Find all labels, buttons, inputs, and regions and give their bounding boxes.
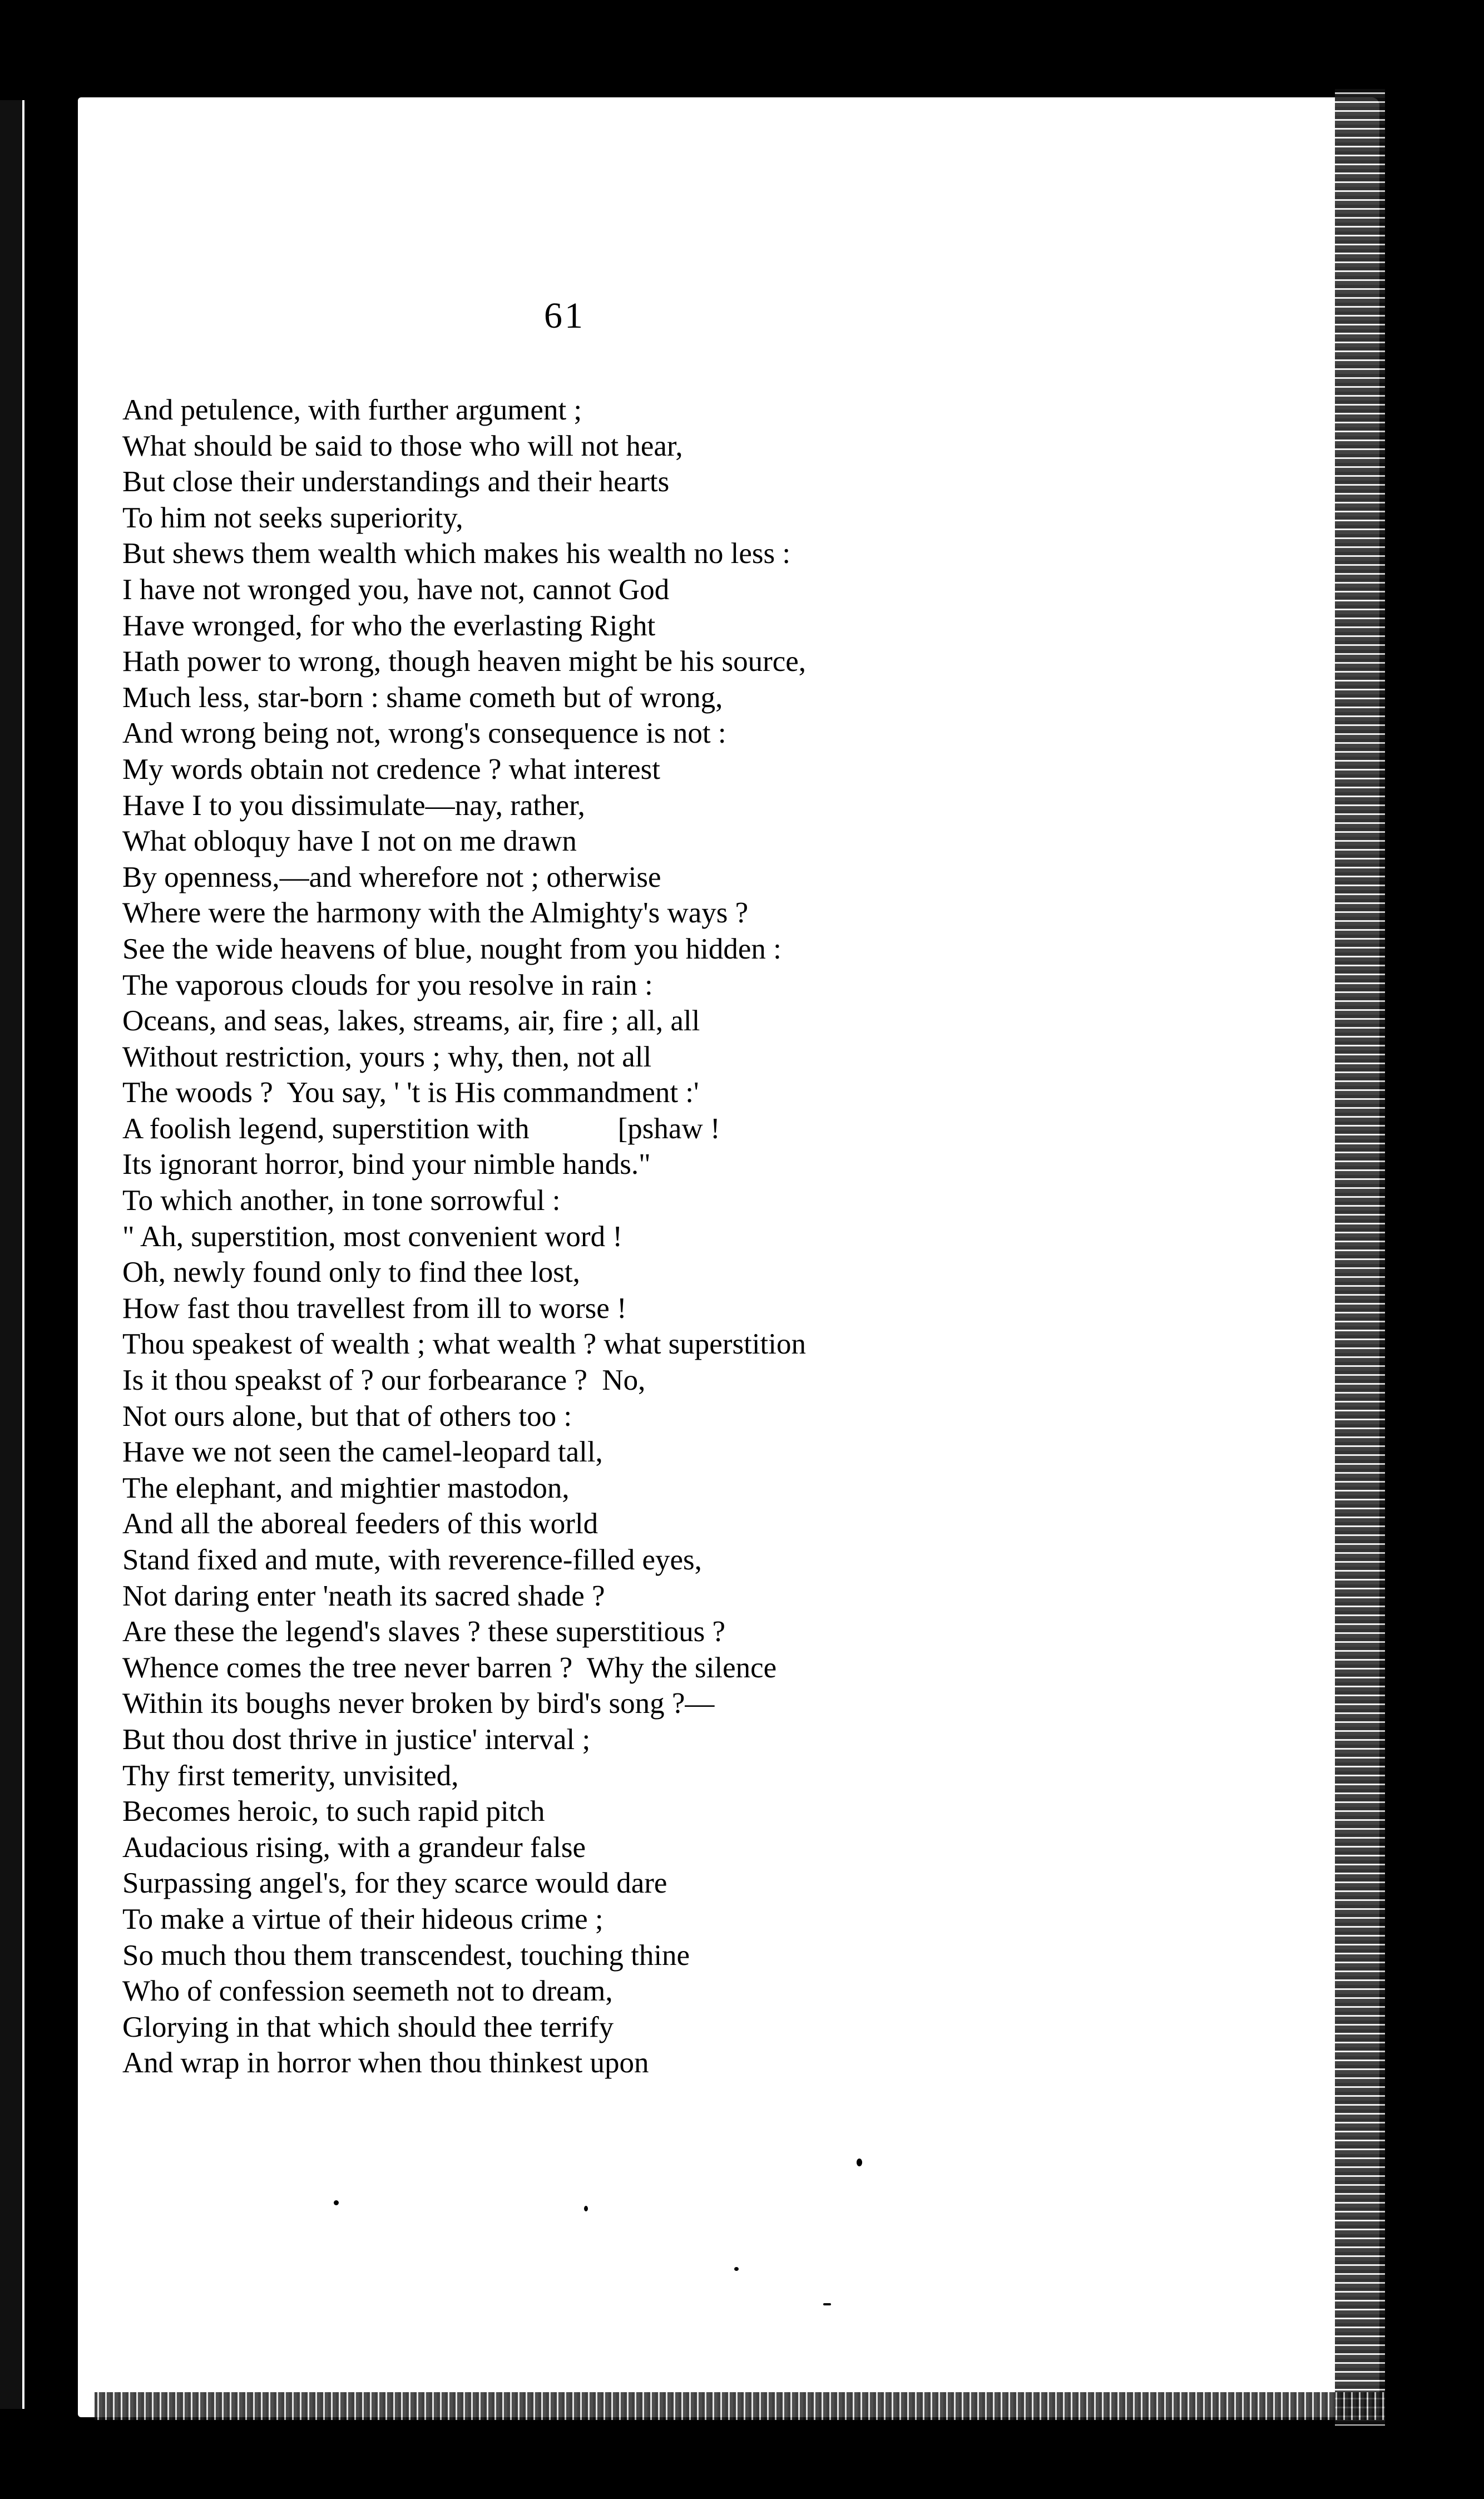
poem-line: Oceans, and seas, lakes, streams, air, fire ; all, all [122, 1005, 700, 1038]
poem-line: To him not seeks superiority, [122, 501, 463, 534]
poem-line: And petulence, with further argument ; [122, 394, 582, 426]
poem-line: And all the aboreal feeders of this world [122, 1508, 598, 1540]
poem-line: Is it thou speakst of ? our forbearance ? No, [122, 1364, 646, 1397]
poem-line: Hath power to wrong, though heaven might be his source, [122, 645, 807, 678]
poem-line: But close their understandings and their hearts [122, 466, 670, 498]
poem-line: Where were the harmony with the Almighty's ways ? [122, 897, 749, 930]
poem-line: The vaporous clouds for you resolve in rain : [122, 969, 653, 1001]
poem-text [122, 392, 806, 2081]
poem-line: Stand fixed and mute, with reverence-filled eyes, [122, 1544, 702, 1576]
poem-line: But thou dost thrive in justice' interval ; [122, 1723, 591, 1756]
scan-speck [857, 2159, 862, 2166]
page-bottom-edge [95, 2392, 1385, 2420]
poem-line: A foolish legend, superstition with [pshaw ! [122, 1112, 720, 1145]
poem-line: Who of confession seemeth not to dream, [122, 1975, 613, 2008]
poem-line: Oh, newly found only to find thee lost, [122, 1256, 580, 1289]
poem-line: And wrong being not, wrong's consequence is not : [122, 717, 726, 750]
poem-line: But shews them wealth which makes his wealth no less : [122, 537, 791, 570]
poem-line: How fast thou travellest from ill to worse ! [122, 1292, 627, 1325]
poem-line: Much less, star-born : shame cometh but of wrong, [122, 681, 723, 714]
page-number: 61 [544, 295, 585, 336]
book-spine-edge [0, 100, 24, 2409]
poem-line: Thou speakest of wealth ; what wealth ? what superstition [122, 1328, 806, 1361]
poem-line: Becomes heroic, to such rapid pitch [122, 1795, 545, 1828]
poem-line: " Ah, superstition, most convenient word ! [122, 1220, 622, 1253]
poem-line: Whence comes the tree never barren ? Why the silence [122, 1651, 777, 1684]
poem-line: Have wronged, for who the everlasting Right [122, 609, 656, 642]
poem-line: I have not wronged you, have not, cannot God [122, 573, 670, 606]
poem-line: The woods ? You say, ' 't is His commandment :' [122, 1076, 699, 1109]
poem-line: To make a virtue of their hideous crime ; [122, 1903, 604, 1935]
poem-line: By openness,—and wherefore not ; otherwise [122, 861, 661, 893]
poem-line: Within its boughs never broken by bird's song ?— [122, 1687, 715, 1720]
poem-line: Thy first temerity, unvisited, [122, 1759, 459, 1792]
poem-line: Without restriction, yours ; why, then, not all [122, 1040, 652, 1073]
poem-line: Its ignorant horror, bind your nimble hands." [122, 1148, 651, 1181]
scan-speck [334, 2200, 339, 2205]
scan-speck [584, 2206, 588, 2211]
scan-speck [823, 2303, 831, 2305]
poem-line: My words obtain not credence ? what interest [122, 753, 660, 786]
poem-line: The elephant, and mightier mastodon, [122, 1471, 570, 1504]
poem-line: Surpassing angel's, for they scarce would dare [122, 1867, 667, 1900]
poem-line: See the wide heavens of blue, nought from you hidden : [122, 932, 781, 965]
poem-line: Have I to you dissimulate—nay, rather, [122, 789, 585, 822]
poem-line: To which another, in tone sorrowful : [122, 1184, 561, 1217]
poem-line: And wrap in horror when thou thinkest upon [122, 2047, 649, 2080]
poem-line: What obloquy have I not on me drawn [122, 825, 577, 858]
page-right-edge [1335, 89, 1385, 2426]
poem-line: Are these the legend's slaves ? these superstitious ? [122, 1616, 725, 1648]
poem-line: Have we not seen the camel-leopard tall, [122, 1436, 603, 1469]
poem-line: Audacious rising, with a grandeur false [122, 1831, 586, 1864]
scan-speck [734, 2267, 739, 2271]
poem-line: What should be said to those who will not hear, [122, 429, 683, 462]
poem-line: Not ours alone, but that of others too : [122, 1400, 572, 1433]
poem-line: Glorying in that which should thee terrify [122, 2011, 614, 2043]
poem-line: Not daring enter 'neath its sacred shade ? [122, 1579, 605, 1612]
poem-line: So much thou them transcendest, touching thine [122, 1939, 690, 1972]
